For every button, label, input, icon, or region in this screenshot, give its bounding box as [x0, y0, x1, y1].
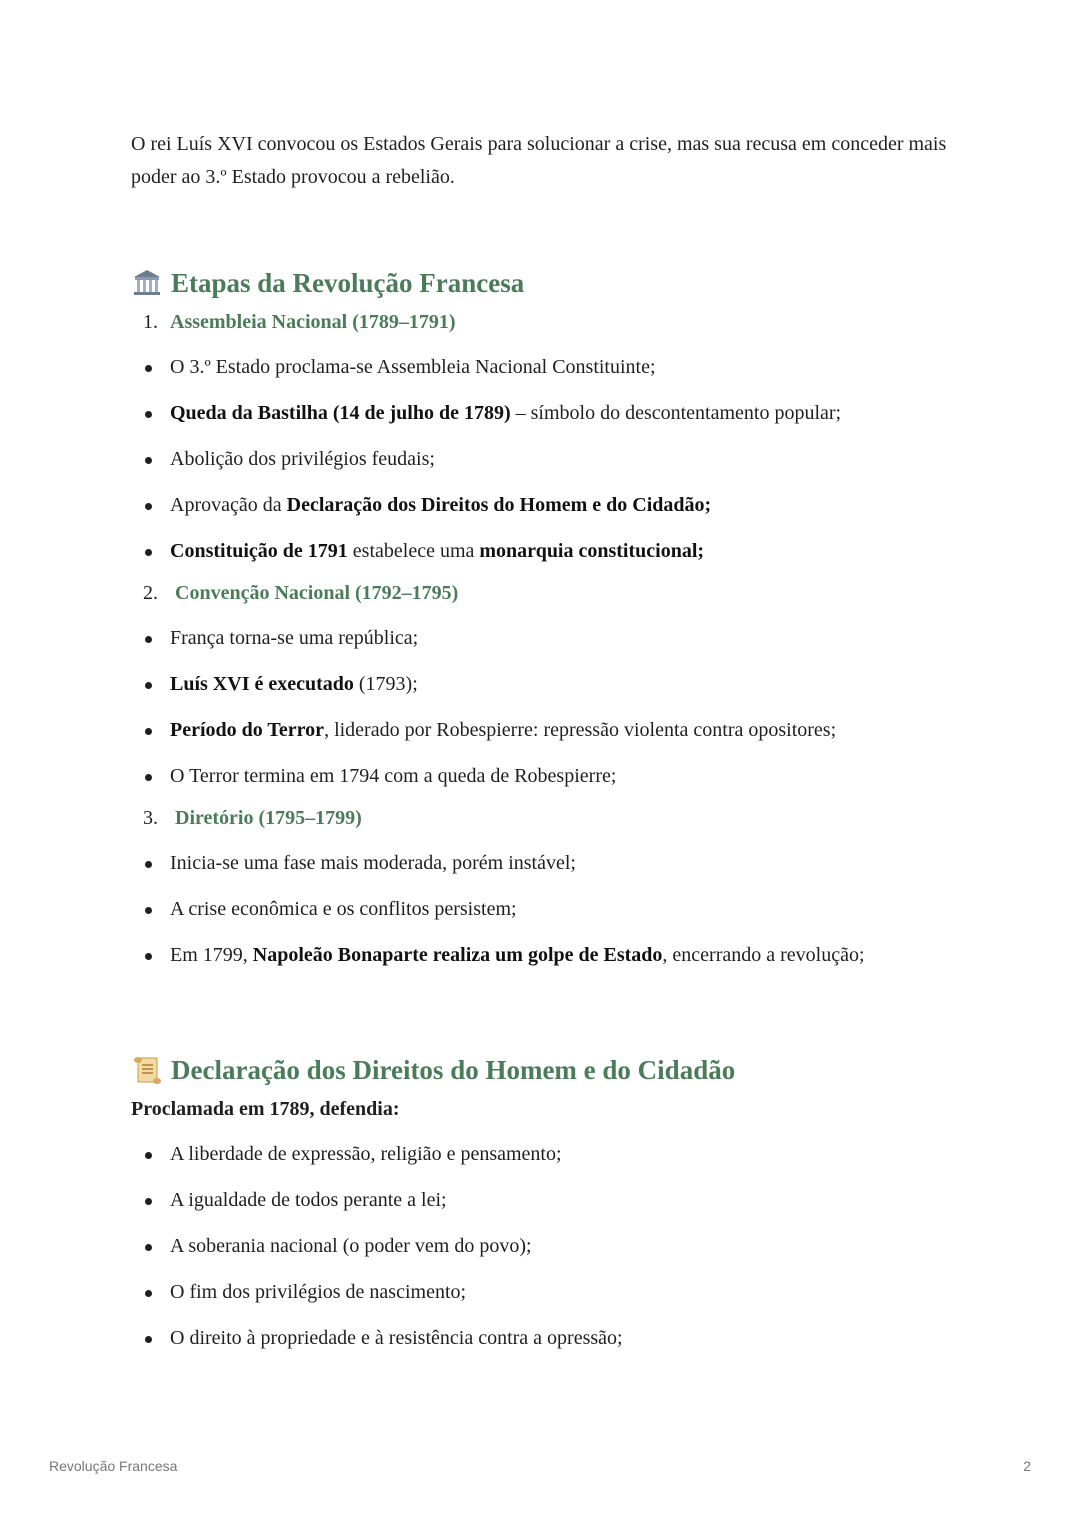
list-item: O 3.º Estado proclama-se Assembleia Nacional Constituinte;: [131, 354, 951, 380]
step-number: 2.: [143, 582, 158, 604]
list-item: A soberania nacional (o poder vem do povo);: [131, 1233, 951, 1259]
scroll-icon: [131, 1054, 163, 1086]
step-1: [143, 311, 951, 334]
step-number: 1.: [143, 311, 158, 333]
list-item: A crise econômica e os conflitos persistem;: [131, 896, 951, 922]
list-item: A liberdade de expressão, religião e pensamento;: [131, 1141, 951, 1167]
list-item: O direito à propriedade e à resistência contra a opressão;: [131, 1325, 951, 1351]
classical-building-icon: [131, 267, 163, 299]
list-item: O fim dos privilégios de nascimento;: [131, 1279, 951, 1305]
list-item: Constituição de 1791 estabelece uma monarquia constitucional;: [131, 538, 951, 564]
step-number: 3.: [143, 807, 158, 829]
step-label: Convenção Nacional (1792–1795): [175, 582, 459, 604]
declaracao-title: Declaração dos Direitos do Homem e do Cidadão: [171, 1054, 736, 1085]
list-item: França torna-se uma república;: [131, 625, 951, 651]
step-label: Diretório (1795–1799): [175, 807, 362, 829]
declaracao-intro: Proclamada em 1789, defendia:: [131, 1098, 400, 1120]
list-item: Abolição dos privilégios feudais;: [131, 446, 951, 472]
declaracao-heading: [131, 1054, 951, 1086]
list-item: A igualdade de todos perante a lei;: [131, 1187, 951, 1213]
step-3: [143, 807, 951, 830]
list-item: O Terror termina em 1794 com a queda de Robespierre;: [131, 763, 951, 789]
page-number: 2: [1023, 1458, 1031, 1474]
step-2-list: [131, 625, 951, 789]
list-item: Queda da Bastilha (14 de julho de 1789) – símbolo do descontentamento popular;: [131, 400, 951, 426]
step-3-list: [131, 850, 951, 968]
declaracao-list: [131, 1141, 951, 1351]
etapas-heading: [131, 267, 951, 299]
intro-paragraph: O rei Luís XVI convocou os Estados Gerais para solucionar a crise, mas sua recusa em conceder mais poder ao 3.º Estado provocou a rebelião.: [131, 133, 947, 188]
list-item: Período do Terror, liderado por Robespierre: repressão violenta contra opositores;: [131, 717, 951, 743]
list-item: Aprovação da Declaração dos Direitos do Homem e do Cidadão;: [131, 492, 951, 518]
list-item: Inicia-se uma fase mais moderada, porém instável;: [131, 850, 951, 876]
step-1-list: [131, 354, 951, 564]
list-item: Em 1799, Napoleão Bonaparte realiza um golpe de Estado, encerrando a revolução;: [131, 942, 951, 968]
document-body: [131, 128, 951, 1371]
footer-doc-title: Revolução Francesa: [49, 1458, 178, 1474]
list-item: Luís XVI é executado (1793);: [131, 671, 951, 697]
step-label: Assembleia Nacional (1789–1791): [170, 311, 456, 333]
step-2: [143, 582, 951, 605]
etapas-title: Etapas da Revolução Francesa: [171, 267, 525, 298]
